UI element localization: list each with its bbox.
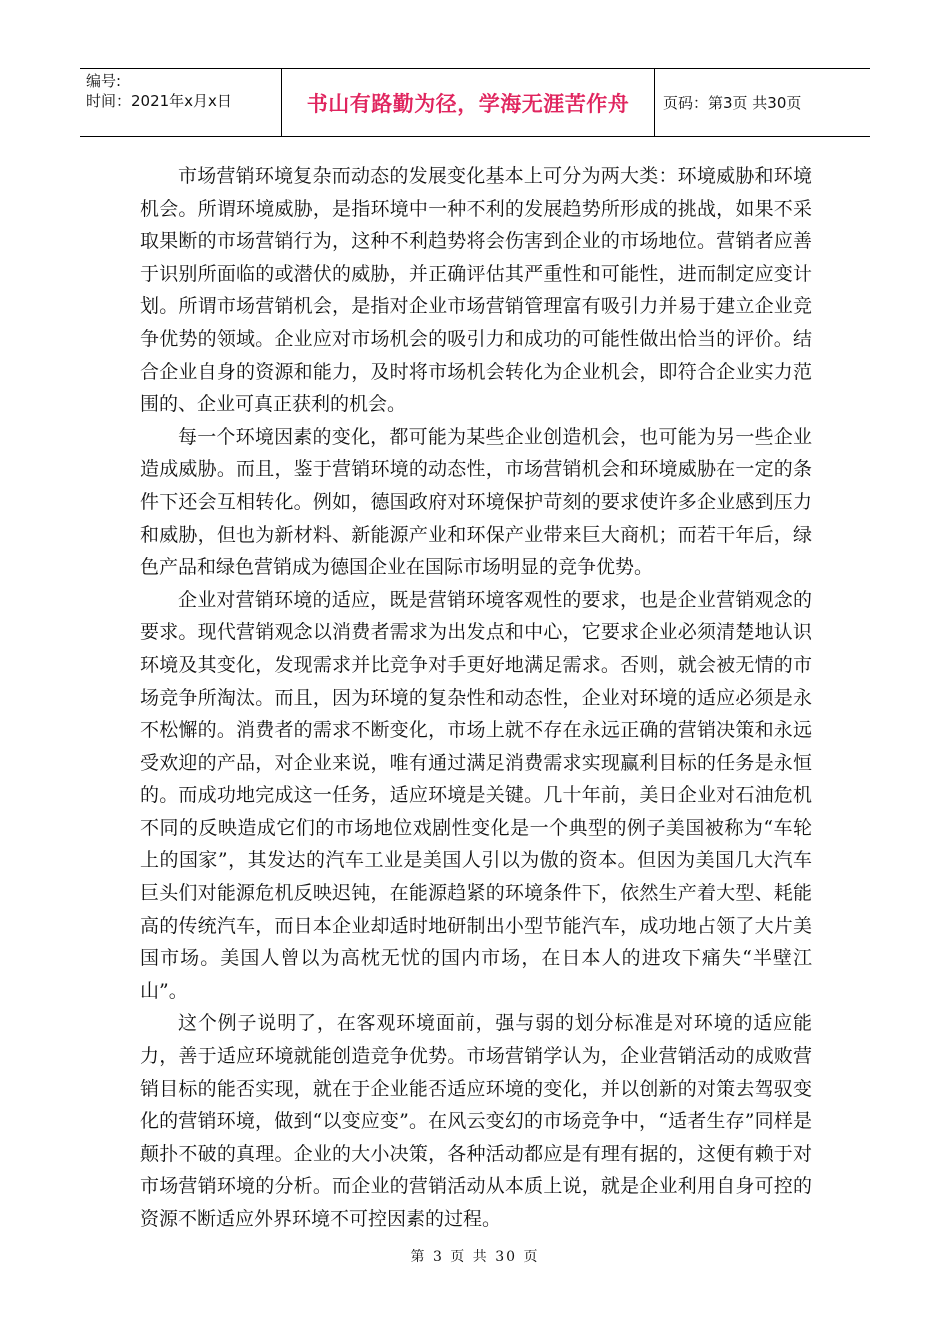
header-page-info: 页码：第3页 共30页 (663, 94, 802, 112)
document-body (140, 160, 812, 1236)
header-motto: 书山有路勤为径，学海无涯苦作舟 (282, 69, 655, 136)
document-number-label: 编号: (86, 72, 122, 90)
paragraph: 企业对营销环境的适应，既是营销环境客观性的要求，也是企业营销观念的要求。现代营销观念以消费者需求为出发点和中心，它要求企业必须清楚地认识环境及其变化，发现需求并比竞争对手更好地满足需求。否则，就会被无情的市场竞争所淘汰。而且，因为环境的复杂性和动态性，企业对环境的适应必须是永不松懈的。消费者的需求不断变化，市场上就不存在永远正确的营销决策和永远受欢迎的产品，对企业来说，唯有通过满足消费需求实现赢利目标的任务是永恒的。而成功地完成这一任务，适应环境是关键。几十年前，美日企业对石油危机不同的反映造成它们的市场地位戏剧性变化是一个典型的例子美国被称为“车轮上的国家”，其发达的汽车工业是美国人引以为傲的资本。但因为美国几大汽车巨头们对能源危机反映迟钝，在能源趋紧的环境条件下，依然生产着大型、耗能高的传统汽车，而日本企业却适时地研制出小型节能汽车，成功地占领了大片美国市场。美国人曾以为高枕无忧的国内市场，在日本人的进攻下痛失“半壁江山”。 (140, 588, 812, 1002)
page-footer: 第 3 页 共 30 页 (410, 1249, 540, 1265)
paragraph: 每一个环境因素的变化，都可能为某些企业创造机会，也可能为另一些企业造成威胁。而且，鉴于营销环境的动态性，市场营销机会和环境威胁在一定的条件下还会互相转化。例如，德国政府对环境保护苛刻的要求使许多企业感到压力和威胁，但也为新材料、新能源产业和环保产业带来巨大商机；而若干年后，绿色产品和绿色营销成为德国企业在国际市场明显的竞争优势。 (140, 425, 812, 579)
page-header (80, 68, 870, 137)
document-date: 时间：2021年x月x日 (86, 92, 232, 110)
header-meta (80, 69, 282, 136)
paragraph: 市场营销环境复杂而动态的发展变化基本上可分为两大类：环境威胁和环境机会。所谓环境威胁，是指环境中一种不利的发展趋势所形成的挑战，如果不采取果断的市场营销行为，这种不利趋势将会伤害到企业的市场地位。营销者应善于识别所面临的或潜伏的威胁，并正确评估其严重性和可能性，进而制定应变计划。所谓市场营销机会，是指对企业市场营销管理富有吸引力并易于建立企业竞争优势的领域。企业应对市场机会的吸引力和成功的可能性做出恰当的评价。结合企业自身的资源和能力，及时将市场机会转化为企业机会，即符合企业实力范围的、企业可真正获利的机会。 (140, 165, 812, 416)
paragraph: 这个例子说明了，在客观环境面前，强与弱的划分标准是对环境的适应能力，善于适应环境就能创造竞争优势。市场营销学认为，企业营销活动的成败营销目标的能否实现，就在于企业能否适应环境的变化，并以创新的对策去驾驭变化的营销环境，做到“以变应变”。在风云变幻的市场竞争中，“适者生存”同样是颠扑不破的真理。企业的大小决策，各种活动都应是有理有据的，这便有赖于对市场营销环境的分析。而企业的营销活动从本质上说，就是企业利用自身可控的资源不断适应外界环境不可控因素的过程。 (140, 1012, 812, 1230)
